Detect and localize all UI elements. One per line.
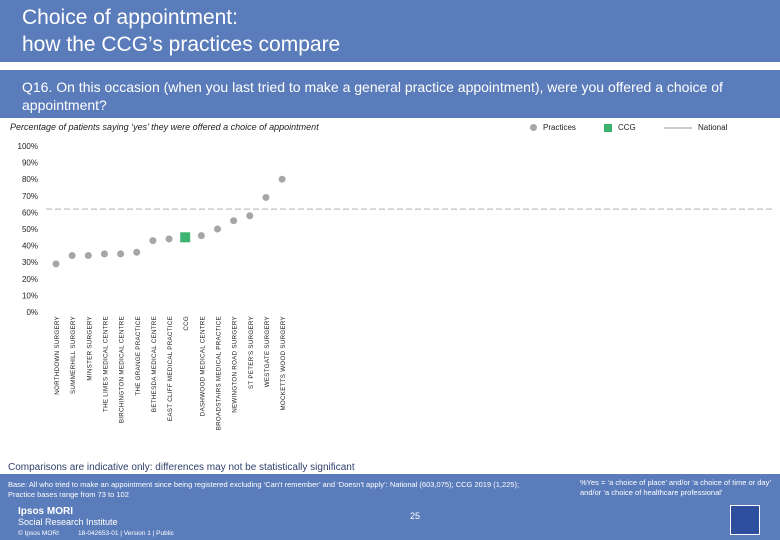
practice-point [230,217,237,224]
social-research-institute-text: Social Research Institute [18,517,118,527]
practice-point [133,249,140,256]
y-tick-label: 60% [21,208,38,218]
practice-point [101,250,108,257]
category-label: DASHWOOD MEDICAL CENTRE [199,316,207,417]
practice-point [198,232,205,239]
ipsos-mori-logo-text: Ipsos MORI [18,506,74,517]
y-tick-label: 100% [17,142,38,151]
category-label: NORTHDOWN SURGERY [54,316,61,395]
reference-number: 18-042653-01 | Version 1 | Public [78,530,174,537]
ccg-square-icon [604,124,612,132]
category-label: THE GRANGE PRACTICE [134,316,142,396]
y-tick-label: 0% [26,308,38,317]
yes-definition-note: %Yes = ‘a choice of place’ and/or ‘a choice of time or day’ and/or ‘a choice of healthcare professional’ [580,478,771,497]
practice-point [279,176,286,183]
title-line-1: Choice of appointment: [22,6,238,29]
ipsos-logo-icon [730,505,760,535]
title-line-2: how the CCG’s practices compare [22,33,341,56]
category-label: WESTGATE SURGERY [263,316,271,388]
y-tick-label: 50% [21,225,38,234]
category-label: BIRCHINGTON MEDICAL CENTRE [118,316,126,424]
practice-point [166,235,173,242]
category-label: MINSTER SURGERY [86,316,94,381]
y-tick-label: 90% [21,158,38,168]
category-label: CCG [183,316,191,331]
category-label: ST PETER'S SURGERY [247,316,255,390]
national-line-icon [664,127,692,129]
category-label: EAST CLIFF MEDICAL PRACTICE [167,316,175,422]
category-label: MOCKETTS WOOD SURGERY [280,316,288,411]
legend-practices [530,123,576,132]
legend-label-ccg: CCG [618,123,636,132]
y-tick-label: 10% [21,291,38,301]
practice-point [69,252,76,259]
practice-point [214,226,221,233]
chart-area [0,138,780,463]
base-note: Base: All who tried to make an appointment since being registered excluding ‘Can't remember’ and ‘Doesn't apply’: National (603,075); CCG 2019 (1,225); Practice bases range from 73 to 102 [8,480,520,499]
practice-point [262,194,269,201]
category-label: SUMMERHILL SURGERY [70,316,78,394]
practice-point [117,250,124,257]
practice-point [246,212,253,219]
y-tick-label: 20% [21,274,38,284]
copyright: © Ipsos MORI [18,530,59,537]
page-number: 25 [410,511,421,521]
y-tick-label: 30% [21,258,38,268]
legend-national [664,123,727,132]
chart-subtitle: Percentage of patients saying ‘yes’ they were offered a choice of appointment [10,122,319,132]
practice-dot-icon [530,124,537,131]
y-tick-label: 80% [21,175,38,185]
practice-point [85,252,92,259]
category-label: BROADSTAIRS MEDICAL PRACTICE [215,316,223,431]
y-tick-label: 40% [21,241,38,251]
ccg-point [180,232,190,242]
category-label: BETHESDA MEDICAL CENTRE [150,316,158,413]
legend-ccg [604,123,636,132]
page-title [22,4,722,58]
legend-label-practices: Practices [543,123,576,132]
question-text: Q16. On this occasion (when you last tried to make a general practice appointment), were you offered a choice of appointment? [22,79,723,113]
category-label: NEWINGTON ROAD SURGERY [231,316,239,413]
practice-point [53,260,60,267]
comparisons-note: Comparisons are indicative only: differences may not be statistically significant [8,462,355,473]
y-tick-label: 70% [21,191,38,201]
category-label: THE LIMES MEDICAL CENTRE [102,316,110,413]
practice-point [149,237,156,244]
legend-label-national: National [698,123,728,132]
